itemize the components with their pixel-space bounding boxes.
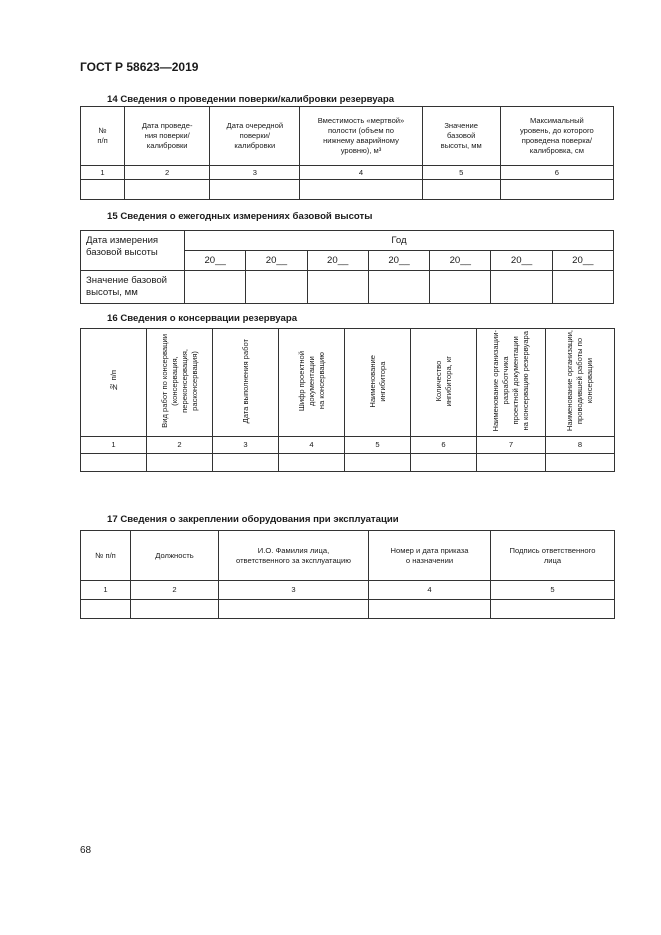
header-cell bbox=[546, 329, 615, 437]
year-label: Год bbox=[185, 231, 614, 251]
entry-cell[interactable] bbox=[491, 271, 552, 304]
header-cell bbox=[345, 329, 411, 437]
column-number: 3 bbox=[213, 437, 279, 454]
column-number: 8 bbox=[546, 437, 615, 454]
header-cell: Дата очередной поверки/ калибровки bbox=[210, 107, 300, 166]
year-cell: 20__ bbox=[185, 251, 246, 271]
column-number: 1 bbox=[81, 437, 147, 454]
entry-cell[interactable] bbox=[300, 180, 422, 200]
entry-cell[interactable] bbox=[81, 180, 125, 200]
entry-cell[interactable] bbox=[125, 180, 210, 200]
entry-cell[interactable] bbox=[552, 271, 613, 304]
header-cell bbox=[477, 329, 546, 437]
column-number-row bbox=[81, 166, 614, 180]
entry-cell[interactable] bbox=[219, 600, 369, 619]
column-number: 3 bbox=[210, 166, 300, 180]
year-cell: 20__ bbox=[491, 251, 552, 271]
column-number: 5 bbox=[345, 437, 411, 454]
column-number: 1 bbox=[81, 166, 125, 180]
header-text: Вид работ по консервации (консервация, переконсервация, расконсервация) bbox=[159, 334, 199, 428]
base-height-value-label: Значение базовой высоты, мм bbox=[81, 271, 185, 304]
header-cell bbox=[213, 329, 279, 437]
document-code: ГОСТ Р 58623—2019 bbox=[80, 60, 199, 74]
header-text: Наименование организации- разработчика проектной документации на консервацию резервуара bbox=[491, 330, 530, 432]
entry-cell[interactable] bbox=[210, 180, 300, 200]
header-cell: И.О. Фамилия лица, ответственного за эксплуатацию bbox=[219, 531, 369, 581]
section-14-title: 14 Сведения о проведении поверки/калибровки резервуара bbox=[107, 94, 395, 105]
entry-cell[interactable] bbox=[81, 454, 147, 472]
entry-cell[interactable] bbox=[185, 271, 246, 304]
entry-cell[interactable] bbox=[368, 271, 429, 304]
header-cell: Максимальный уровень, до которого проведена поверка/ калибровка, см bbox=[500, 107, 613, 166]
empty-entry-row bbox=[81, 600, 615, 619]
calibration-table bbox=[80, 106, 614, 200]
base-height-value-row bbox=[81, 271, 614, 304]
section-17-title: 17 Сведения о закреплении оборудования при эксплуатации bbox=[107, 514, 399, 525]
empty-entry-row bbox=[81, 180, 614, 200]
entry-cell[interactable] bbox=[345, 454, 411, 472]
column-number: 6 bbox=[411, 437, 477, 454]
column-number: 7 bbox=[477, 437, 546, 454]
header-text: Дата выполнения работ bbox=[240, 338, 250, 424]
year-cell: 20__ bbox=[430, 251, 491, 271]
header-text: Шифр проектной документации на консервацию bbox=[296, 350, 326, 412]
year-cell: 20__ bbox=[307, 251, 368, 271]
header-text: Наименование организации, проводившей работы по консервации bbox=[565, 330, 594, 432]
header-cell: № п/п bbox=[81, 107, 125, 166]
column-number: 2 bbox=[147, 437, 213, 454]
section-16-title: 16 Сведения о консервации резервуара bbox=[107, 313, 298, 324]
column-number: 5 bbox=[491, 581, 615, 600]
column-number: 4 bbox=[369, 581, 491, 600]
column-number: 2 bbox=[131, 581, 219, 600]
header-cell: Подпись ответственного лица bbox=[491, 531, 615, 581]
column-number-row bbox=[81, 437, 615, 454]
conservation-table bbox=[80, 328, 615, 472]
entry-cell[interactable] bbox=[411, 454, 477, 472]
column-number: 4 bbox=[279, 437, 345, 454]
column-number: 1 bbox=[81, 581, 131, 600]
entry-cell[interactable] bbox=[147, 454, 213, 472]
entry-cell[interactable] bbox=[491, 600, 615, 619]
page-number: 68 bbox=[80, 845, 92, 856]
entry-cell[interactable] bbox=[546, 454, 615, 472]
column-number: 4 bbox=[300, 166, 422, 180]
entry-cell[interactable] bbox=[307, 271, 368, 304]
entry-cell[interactable] bbox=[477, 454, 546, 472]
column-number: 5 bbox=[422, 166, 500, 180]
section-15-title: 15 Сведения о ежегодных измерениях базовой высоты bbox=[107, 211, 373, 222]
entry-cell[interactable] bbox=[279, 454, 345, 472]
empty-entry-row bbox=[81, 454, 615, 472]
entry-cell[interactable] bbox=[422, 180, 500, 200]
column-number: 3 bbox=[219, 581, 369, 600]
column-number: 2 bbox=[125, 166, 210, 180]
base-height-table bbox=[80, 230, 614, 304]
header-cell: № п/п bbox=[81, 531, 131, 581]
entry-cell[interactable] bbox=[213, 454, 279, 472]
header-cell: Дата проведе- ния поверки/ калибровки bbox=[125, 107, 210, 166]
header-text: № п/п bbox=[108, 370, 118, 392]
assignment-header-row bbox=[81, 531, 615, 581]
entry-cell[interactable] bbox=[500, 180, 613, 200]
header-cell: Номер и дата приказа о назначении bbox=[369, 531, 491, 581]
entry-cell[interactable] bbox=[430, 271, 491, 304]
header-cell bbox=[279, 329, 345, 437]
year-header-row bbox=[81, 231, 614, 251]
year-cell: 20__ bbox=[368, 251, 429, 271]
header-text: Наименование ингибитора bbox=[367, 354, 387, 408]
equipment-assignment-table bbox=[80, 530, 615, 619]
column-number-row bbox=[81, 581, 615, 600]
header-cell: Значение базовой высоты, мм bbox=[422, 107, 500, 166]
column-number: 6 bbox=[500, 166, 613, 180]
header-cell: Должность bbox=[131, 531, 219, 581]
calibration-header-row bbox=[81, 107, 614, 166]
conservation-header-row bbox=[81, 329, 615, 437]
header-cell bbox=[147, 329, 213, 437]
year-cell: 20__ bbox=[552, 251, 613, 271]
measurement-date-label: Дата измерения базовой высоты bbox=[81, 231, 185, 271]
entry-cell[interactable] bbox=[246, 271, 307, 304]
entry-cell[interactable] bbox=[81, 600, 131, 619]
header-text: Количество ингибитора, кг bbox=[433, 355, 453, 407]
header-cell bbox=[411, 329, 477, 437]
header-cell: Вместимость «мертвой» полости (объем по нижнему аварийному уровню), м³ bbox=[300, 107, 422, 166]
entry-cell[interactable] bbox=[369, 600, 491, 619]
year-cell: 20__ bbox=[246, 251, 307, 271]
entry-cell[interactable] bbox=[131, 600, 219, 619]
header-cell bbox=[81, 329, 147, 437]
